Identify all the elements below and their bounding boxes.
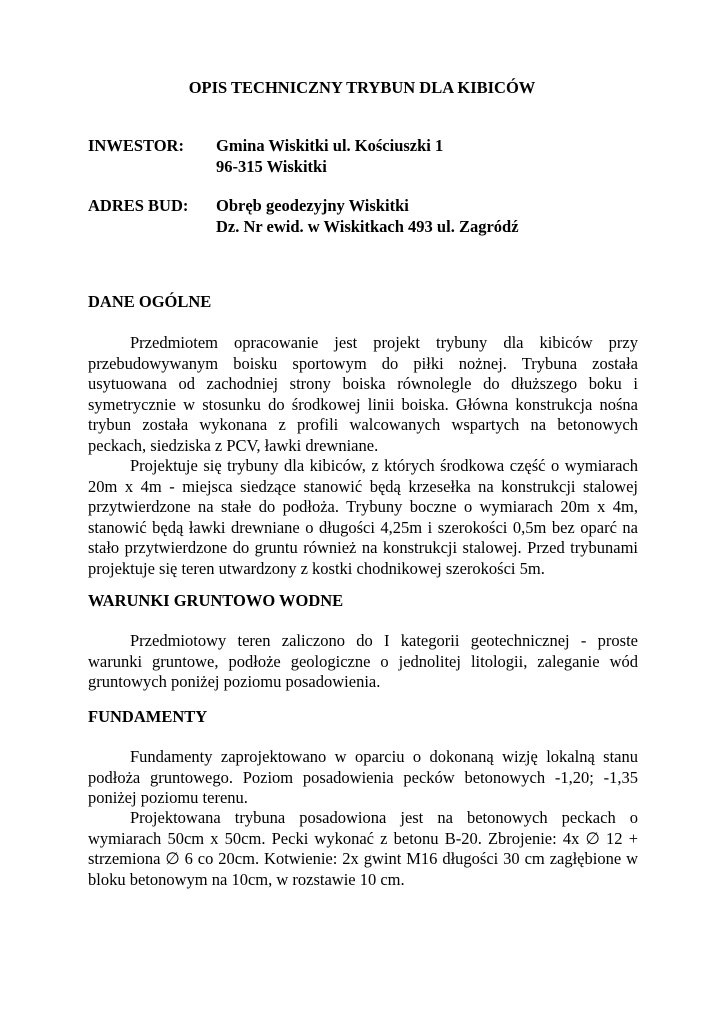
address-line-1: Obręb geodezyjny Wiskitki	[216, 196, 409, 215]
address-value	[216, 196, 519, 237]
address-line-2: Dz. Nr ewid. w Wiskitkach 493 ul. Zagródź	[216, 216, 519, 236]
document-title: OPIS TECHNICZNY TRYBUN DLA KIBICÓW	[188, 78, 536, 97]
investor-line-2: 96-315 Wiskitki	[216, 156, 327, 176]
section-heading-foundations: FUNDAMENTY	[88, 707, 208, 726]
section-heading-soil: WARUNKI GRUNTOWO WODNE	[88, 591, 344, 610]
investor-label: INWESTOR:	[88, 136, 184, 155]
paragraph-foundations-2: Projektowana trybuna posadowiona jest na betonowych peckach o wymiarach 50cm x 50cm. Pecki wykonać z betonu B-20. Zbrojenie: 4x ∅ 12 + strzemiona ∅ 6 co 20cm. Kotwienie: 2x gwint M16 długości 30 cm zagłębione w bloku betonowym na 10cm, w rozstawie 10 cm.	[88, 808, 638, 889]
address-label: ADRES BUD:	[88, 196, 189, 215]
paragraph-general-2: Projektuje się trybuny dla kibiców, z których środkowa część o wymiarach 20m x 4m - miejsca siedzące stanowić będą krzesełka na konstrukcji stalowej przytwierdzone na stałe do podłoża. Trybuny boczne o wymiarach 20m x 4m, stanowić będą ławki drewniane o długości 4,25m i szerokości 0,5m bez oparć na stało przytwierdzone do gruntu również na konstrukcji stalowej. Przed trybunami projektuje się teren utwardzony z kostki chodnikowej szerokości 5m.	[88, 456, 638, 578]
paragraph-foundations-1: Fundamenty zaprojektowano w oparciu o dokonaną wizję lokalną stanu podłoża gruntowego. Poziom posadowienia pecków betonowych -1,20; -1,35 poniżej poziomu terenu.	[88, 747, 638, 808]
paragraph-general-1: Przedmiotem opracowanie jest projekt trybuny dla kibiców przy przebudowywanym boisku sportowym do piłki nożnej. Trybuna została usytuowana od zachodniej strony boiska równolegle do dłuższego boku i symetrycznie w stosunku do środkowej linii boiska. Główna konstrukcja nośna trybun została wykonana z profili walcowanych wspartych na betonowych peckach, siedziska z PCV, ławki drewniane.	[88, 333, 638, 455]
investor-value	[216, 136, 443, 177]
paragraph-soil-1: Przedmiotowy teren zaliczono do I kategorii geotechnicznej - proste warunki gruntowe, podłoże geologiczne o jednolitej litologii, zaleganie wód gruntowych poniżej poziomu posadowienia.	[88, 631, 638, 692]
investor-line-1: Gmina Wiskitki ul. Kościuszki 1	[216, 136, 444, 155]
section-heading-general: DANE OGÓLNE	[88, 292, 212, 311]
